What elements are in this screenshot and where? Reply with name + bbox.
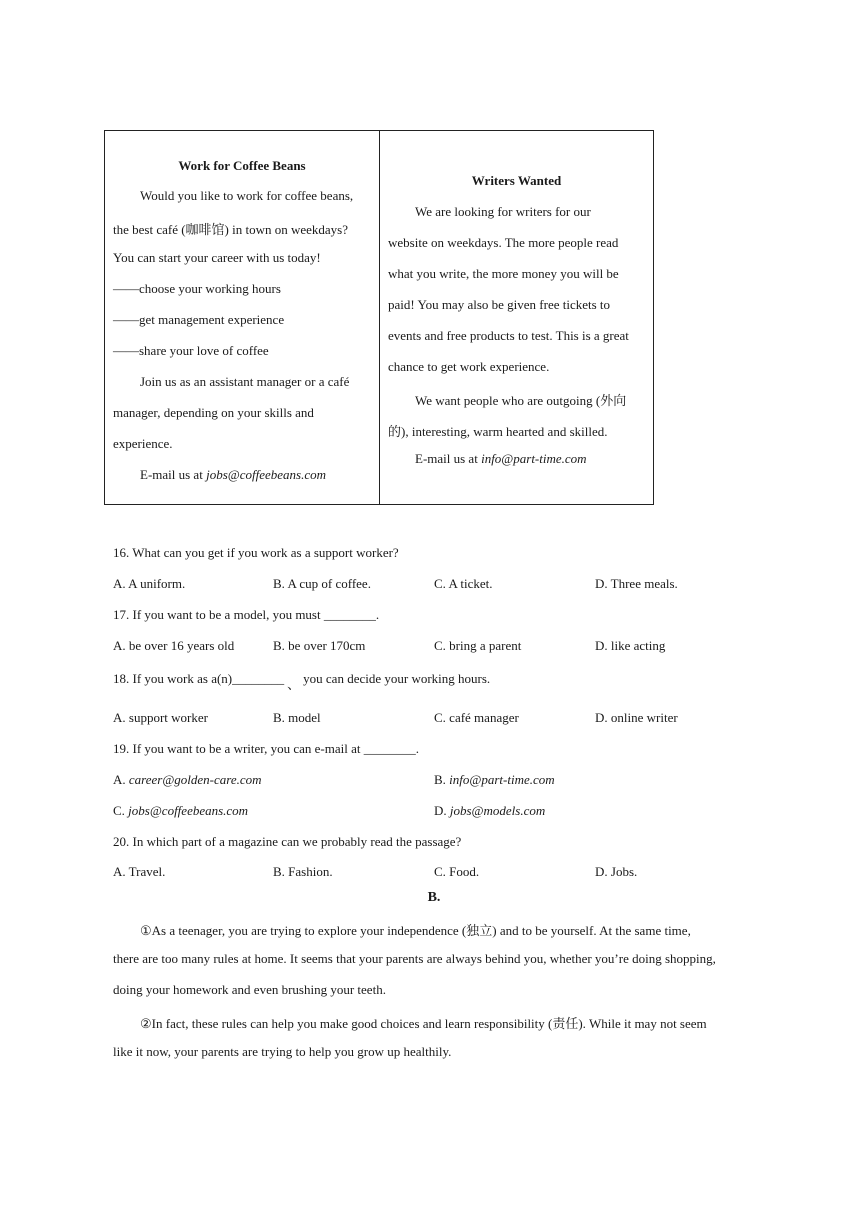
option-20c[interactable]: C. Food. [434,864,480,879]
ad-coffee-email-line [140,467,326,483]
option-17b[interactable]: B. be over 170cm [273,638,366,653]
ad-writers-wanted [380,131,653,504]
ad-writers-line: We are looking for writers for our [415,204,591,219]
ad-writers-title: Writers Wanted [471,173,562,188]
ad-writers-line: what you write, the more money you will be [388,266,619,281]
ad-writers-email: info@part-time.com [481,451,587,466]
question-18 [113,668,491,692]
ad-writers-line: chance to get work experience. [388,359,550,374]
passage-line: doing your homework and even brushing your teeth. [113,982,386,997]
ad-coffee-title: Work for Coffee Beans [178,158,306,173]
ad-coffee-email-prefix: E-mail us at [140,467,207,482]
option-16a[interactable]: A. A uniform. [113,576,186,591]
passage-line: like it now, your parents are trying to help you grow up healthily. [113,1044,452,1059]
option-19a-text: career@golden-care.com [128,772,262,787]
option-16b[interactable]: B. A cup of coffee. [273,576,371,591]
question-18-stem-a: 18. If you work as a(n)________ [113,671,285,686]
question-20: 20. In which part of a magazine can we probably read the passage? [113,834,462,849]
ad-coffee-line: ——get management experience [113,312,285,327]
option-20d[interactable]: D. Jobs. [595,864,638,879]
option-19a-letter: A. [113,772,129,787]
option-17a[interactable]: A. be over 16 years old [113,638,235,653]
option-20b[interactable]: B. Fashion. [273,864,333,879]
passage-line: there are too many rules at home. It seems that your parents are always behind you, whether you’re doing shopping, [113,951,716,966]
ad-writers-line: website on weekdays. The more people read [388,235,619,250]
option-16c[interactable]: C. A ticket. [434,576,493,591]
ad-writers-line: We want people who are outgoing (外向 [415,393,627,408]
ad-writers-email-line [415,451,587,467]
option-17d[interactable]: D. like acting [595,638,666,653]
ad-coffee-line: You can start your career with us today! [113,250,321,265]
ad-coffee-line: manager, depending on your skills and [113,405,314,420]
question-17: 17. If you want to be a model, you must ________. [113,607,380,622]
option-16d[interactable]: D. Three meals. [595,576,678,591]
option-19b[interactable] [434,772,555,788]
ad-coffee-line: Join us as an assistant manager or a café [140,374,350,389]
option-19c[interactable] [113,803,248,819]
option-19b-text: info@part-time.com [449,772,555,787]
passage-line: ②In fact, these rules can help you make good choices and learn responsibility (责任). While it may not seem [140,1016,707,1031]
option-18b[interactable]: B. model [273,710,321,725]
ad-writers-line: paid! You may also be given free tickets to [388,297,611,312]
option-18a[interactable]: A. support worker [113,710,208,725]
option-19d-letter: D. [434,803,450,818]
ad-coffee-line: ——choose your working hours [113,281,281,296]
option-19c-text: jobs@coffeebeans.com [128,803,249,818]
section-b-heading: B. [427,890,441,905]
ad-coffee-line: experience. [113,436,173,451]
question-18-stem-b: you can decide your working hours. [303,671,491,686]
option-19c-letter: C. [113,803,129,818]
option-19d[interactable] [434,803,545,819]
option-18d[interactable]: D. online writer [595,710,678,725]
ad-writers-line: events and free products to test. This is a great [388,328,629,343]
ads-table [104,130,654,505]
ad-coffee-line: ——share your love of coffee [113,343,269,358]
ad-coffee-line: Would you like to work for coffee beans, [140,188,354,203]
question-18-comma: 、 [287,677,301,692]
option-19b-letter: B. [434,772,450,787]
question-19: 19. If you want to be a writer, you can e-mail at ________. [113,741,419,756]
ad-writers-line: 的), interesting, warm hearted and skilled. [388,424,608,439]
ad-coffee-email: jobs@coffeebeans.com [206,467,326,482]
question-16: 16. What can you get if you work as a support worker? [113,545,399,560]
option-20a[interactable]: A. Travel. [113,864,166,879]
passage-line: ①As a teenager, you are trying to explore your independence (独立) and to be yourself. At the same time, [140,923,691,938]
option-19d-text: jobs@models.com [449,803,546,818]
ad-coffee-line: the best café (咖啡馆) in town on weekdays? [113,222,349,237]
option-17c[interactable]: C. bring a parent [434,638,522,653]
option-18c[interactable]: C. café manager [434,710,519,725]
ad-writers-email-prefix: E-mail us at [415,451,482,466]
option-19a[interactable] [113,772,262,788]
ad-coffee-beans [105,131,380,504]
